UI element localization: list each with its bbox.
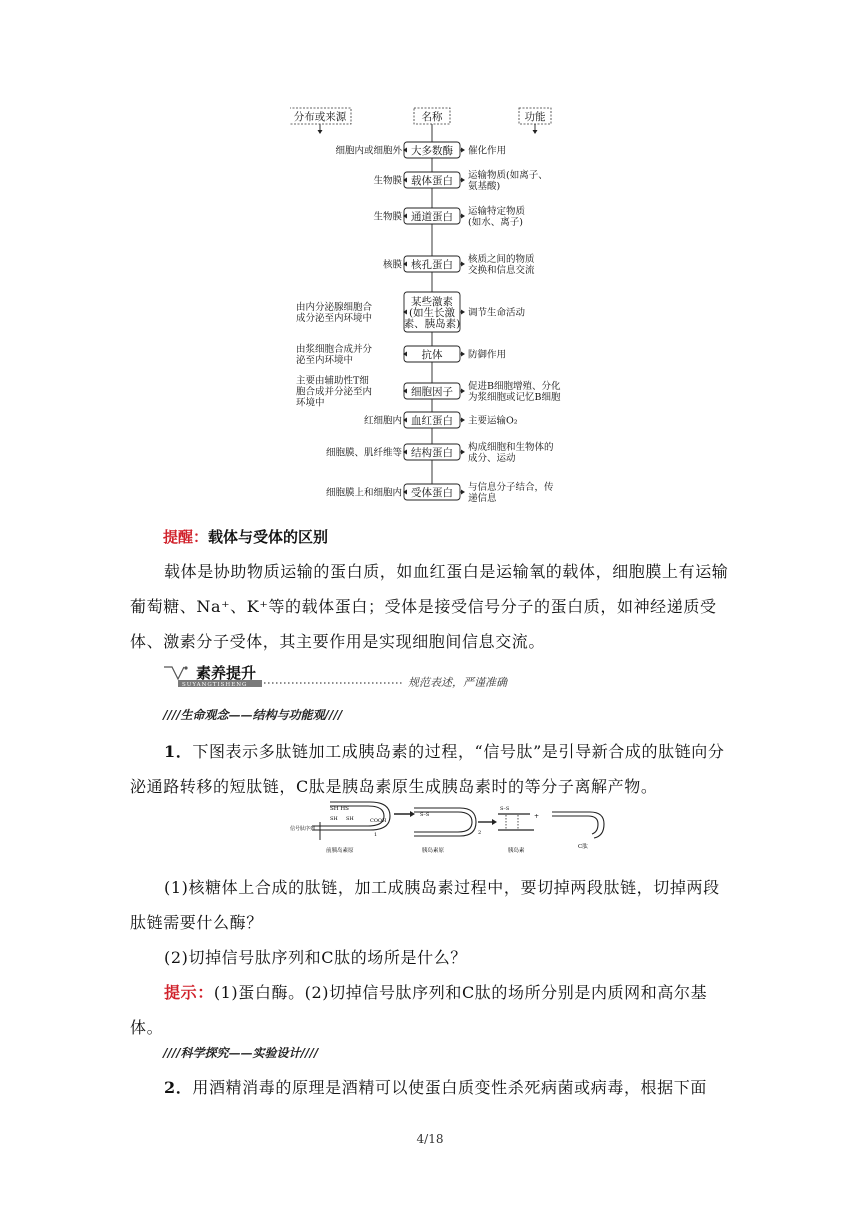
sh-label-b: SH bbox=[346, 816, 354, 822]
hint-paragraph bbox=[130, 975, 730, 1045]
protein-name-5-0: 抗体 bbox=[421, 349, 443, 361]
source-text-7-0: 红细胞内 bbox=[363, 415, 402, 427]
function-text-8-1: 成分、运动 bbox=[468, 453, 516, 464]
sh-hs-label: SH HS bbox=[330, 806, 349, 812]
section-2-tag: ////科学探究——实验设计//// bbox=[163, 1046, 319, 1060]
function-text-1-0: 运输物质(如离子、 bbox=[468, 170, 548, 181]
header-arrowhead-0 bbox=[318, 130, 323, 134]
insulin-figure-svg bbox=[290, 800, 610, 860]
insulin-label: 胰岛素 bbox=[508, 848, 525, 854]
function-text-3-1: 交换和信息交流 bbox=[468, 265, 535, 276]
function-text-2-0: 运输特定物质 bbox=[468, 206, 526, 217]
protein-function-diagram bbox=[290, 100, 610, 520]
arrowhead-right-9 bbox=[461, 490, 465, 495]
source-text-6-0: 主要由辅助性T细 bbox=[296, 375, 369, 387]
arrowhead-right-0 bbox=[461, 148, 465, 153]
source-text-9-0: 细胞膜上和细胞内 bbox=[325, 487, 402, 499]
source-text-2-0: 生物膜 bbox=[373, 211, 402, 223]
function-text-8-0: 构成细胞和生物体的 bbox=[468, 442, 554, 453]
cooh-label: COOH bbox=[370, 818, 387, 824]
protein-name-7-0: 血红蛋白 bbox=[411, 415, 453, 427]
protein-name-2-0: 通道蛋白 bbox=[411, 211, 453, 223]
function-text-5-0: 防御作用 bbox=[468, 349, 507, 361]
function-text-6-0: 促进B细胞增殖、分化 bbox=[468, 381, 561, 392]
protein-name-4-1: (如生长激 bbox=[408, 307, 456, 319]
reminder-body: 载体是协助物质运输的蛋白质，如血红蛋白是运输氧的载体，细胞膜上有运输葡萄糖、Na⁺、K⁺等的载体蛋白；受体是接受信号分子的蛋白质，如神经递质受体、激素分子受体，其主要作用是实现细胞间信息交流。 bbox=[130, 562, 729, 651]
section-1-tag: ////生命观念——结构与功能观//// bbox=[163, 708, 343, 722]
question-2 bbox=[130, 1070, 730, 1105]
function-text-3-0: 核质之间的物质 bbox=[468, 254, 535, 265]
source-text-4-0: 由内分泌腺细胞合 bbox=[296, 302, 373, 313]
section-1-tag-text: 生命观念——结构与功能观 bbox=[180, 708, 325, 722]
function-text-7-0: 主要运输O₂ bbox=[468, 415, 518, 427]
source-text-3-0: 核膜 bbox=[382, 259, 402, 271]
function-text-4-0: 调节生命活动 bbox=[468, 307, 526, 319]
function-text-1-1: 氨基酸) bbox=[468, 181, 501, 192]
protein-name-0-0: 大多数酶 bbox=[411, 145, 453, 157]
function-text-0-0: 催化作用 bbox=[468, 145, 507, 157]
insulin-processing-figure bbox=[290, 800, 610, 860]
ss-label-2: S–S bbox=[500, 806, 510, 812]
source-text-6-1: 胞合成并分泌至内 bbox=[296, 386, 373, 398]
sh-label-a: SH bbox=[330, 816, 338, 822]
arrowhead-right-1 bbox=[461, 178, 465, 183]
banner-title: 素养提升 bbox=[196, 664, 257, 682]
protein-name-4-2: 素、胰岛素) bbox=[403, 318, 461, 330]
reminder-title: 载体与受体的区别 bbox=[208, 528, 329, 546]
preproinsulin-label: 前胰岛素原 bbox=[326, 848, 354, 854]
banner-graphic bbox=[160, 663, 580, 689]
arrowhead-right-3 bbox=[461, 262, 465, 267]
protein-diagram-svg bbox=[290, 100, 610, 520]
source-text-5-1: 泌至内环境中 bbox=[296, 355, 354, 366]
protein-name-3-0: 核孔蛋白 bbox=[411, 259, 453, 271]
source-text-5-0: 由浆细胞合成并分 bbox=[296, 344, 373, 355]
arrowhead-right-2 bbox=[461, 214, 465, 219]
arrowhead-right-7 bbox=[461, 418, 465, 423]
c-peptide-label: C肽 bbox=[578, 844, 588, 850]
source-text-6-2: 环境中 bbox=[296, 397, 325, 409]
header-arrowhead-1 bbox=[533, 130, 538, 134]
protein-name-4-0: 某些激素 bbox=[411, 296, 453, 308]
arrowhead-right-4 bbox=[461, 310, 465, 315]
plus-sign: + bbox=[534, 813, 540, 820]
step-1-label: 1 bbox=[374, 832, 378, 838]
sub-question-2: (2)切掉信号肽序列和C肽的场所是什么？ bbox=[164, 948, 467, 967]
function-text-6-1: 为浆细胞或记忆B细胞 bbox=[468, 392, 561, 403]
header-name: 名称 bbox=[421, 111, 443, 123]
question-1 bbox=[130, 734, 730, 804]
source-text-1-0: 生物膜 bbox=[373, 175, 402, 187]
banner-pinyin: SUYANGTISHENG bbox=[182, 682, 248, 688]
question-2-number: 2． bbox=[164, 1078, 193, 1097]
reminder-label: 提醒： bbox=[163, 528, 209, 546]
literacy-banner bbox=[160, 663, 580, 689]
protein-name-9-0: 受体蛋白 bbox=[411, 487, 453, 499]
step-2-label: 2 bbox=[478, 830, 482, 836]
hint-label: 提示： bbox=[164, 983, 214, 1002]
source-text-4-1: 成分泌至内环境中 bbox=[296, 313, 373, 324]
function-text-2-1: (如水、离子) bbox=[468, 217, 523, 228]
header-source: 分布或来源 bbox=[293, 111, 347, 123]
proinsulin-label: 胰岛素原 bbox=[422, 848, 445, 854]
question-1-number: 1． bbox=[164, 742, 193, 761]
header-function: 功能 bbox=[524, 111, 546, 123]
question-2-text: 用酒精消毒的原理是酒精可以使蛋白质变性杀死病菌或病毒，根据下面 bbox=[192, 1078, 707, 1097]
protein-name-1-0: 载体蛋白 bbox=[411, 175, 453, 187]
arrowhead-right-5 bbox=[461, 352, 465, 357]
arrowhead-right-6 bbox=[461, 389, 465, 394]
page-number: 4/18 bbox=[416, 1132, 444, 1146]
arrowhead-right-8 bbox=[461, 450, 465, 455]
sub-question-1: (1)核糖体上合成的肽链，加工成胰岛素过程中，要切掉两段肽链，切掉两段肽链需要什么酶？ bbox=[130, 878, 720, 932]
section-2-tag-text: 科学探究——实验设计 bbox=[180, 1046, 301, 1060]
function-text-9-0: 与信息分子结合，传 bbox=[468, 482, 554, 493]
question-1-text: 下图表示多肽链加工成胰岛素的过程，“信号肽”是引导新合成的肽链向分泌通路转移的短肽链，C肽是胰岛素原生成胰岛素时的等分子离解产物。 bbox=[130, 742, 725, 796]
protein-name-8-0: 结构蛋白 bbox=[411, 447, 453, 459]
source-text-8-0: 细胞膜、肌纤维等 bbox=[325, 447, 402, 459]
ss-label-1: S–S bbox=[420, 812, 430, 818]
source-text-0-0: 细胞内或细胞外 bbox=[335, 145, 402, 157]
reminder-heading bbox=[163, 526, 328, 547]
protein-name-6-0: 细胞因子 bbox=[411, 386, 453, 398]
signal-peptide-label: 信号肽序列 bbox=[290, 826, 316, 832]
function-text-9-1: 递信息 bbox=[468, 493, 497, 504]
hint-text: (1)蛋白酶。(2)切掉信号肽序列和C肽的场所分别是内质网和高尔基体。 bbox=[130, 983, 708, 1037]
banner-slogan: 规范表述，严谨准确 bbox=[408, 676, 507, 689]
